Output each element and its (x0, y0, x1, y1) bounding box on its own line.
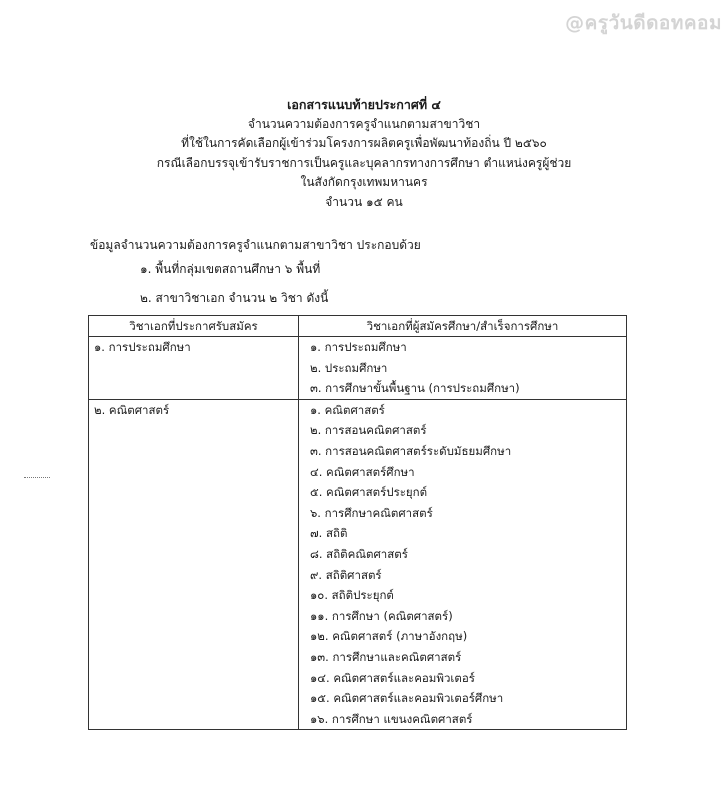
field-item: ๑๓. การศึกษาและคณิตศาสตร์ (310, 649, 462, 664)
margin-mark (24, 477, 50, 478)
list-item: ๑. พื้นที่กลุ่มเขตสถานศึกษา ๖ พื้นที่ (140, 262, 321, 276)
header-line: จำนวน ๑๕ คน (325, 194, 403, 209)
major-cell (89, 399, 299, 730)
table-row (89, 337, 627, 400)
field-item: ๖. การศึกษาคณิตศาสตร์ (310, 505, 433, 520)
major-name: ๑. การประถมศึกษา (94, 340, 191, 354)
header-line: จำนวนความต้องการครูจำแนกตามสาขาวิชา (247, 116, 481, 131)
fields-cell (299, 337, 627, 400)
field-item: ๑๕. คณิตศาสตร์และคอมพิวเตอร์ศึกษา (310, 691, 504, 706)
field-item: ๘. สถิติคณิตศาสตร์ (310, 546, 408, 561)
table-header-row (89, 316, 627, 337)
field-item: ๑. คณิตศาสตร์ (310, 402, 385, 417)
table-row (89, 399, 627, 730)
list-item: ๒. สาขาวิชาเอก จำนวน ๒ วิชา ดังนี้ (140, 291, 329, 305)
field-item: ๑. การประถมศึกษา (310, 340, 407, 354)
header-line: กรณีเลือกบรรจุเข้ารับราชการเป็นครูและบุคลากรทางการศึกษา ตำแหน่งครูผู้ช่วย (156, 155, 572, 170)
field-item: ๓. การศึกษาขั้นพื้นฐาน (การประถมศึกษา) (310, 381, 520, 396)
header-line: ที่ใช้ในการคัดเลือกผู้เข้าร่วมโครงการผลิตครูเพื่อพัฒนาท้องถิ่น ปี ๒๕๖๐ (181, 136, 547, 150)
column-header: วิชาเอกที่ผู้สมัครศึกษา/สำเร็จการศึกษา (299, 316, 627, 337)
header-line: ในสังกัดกรุงเทพมหานคร (300, 175, 428, 189)
field-item: ๒. ประถมศึกษา (310, 360, 388, 375)
field-item: ๑๒. คณิตศาสตร์ (ภาษาอังกฤษ) (310, 629, 468, 644)
field-item: ๓. การสอนคณิตศาสตร์ระดับมัธยมศึกษา (310, 443, 512, 458)
field-item: ๔. คณิตศาสตร์ศึกษา (310, 464, 415, 479)
requirements-table (88, 315, 627, 730)
field-item: ๕. คณิตศาสตร์ประยุกต์ (310, 485, 428, 500)
field-item: ๑๑. การศึกษา (คณิตศาสตร์) (310, 608, 453, 623)
major-name: ๒. คณิตศาสตร์ (94, 402, 170, 417)
field-item: ๑๖. การศึกษา แขนงคณิตศาสตร์ (310, 711, 473, 726)
column-header: วิชาเอกที่ประกาศรับสมัคร (89, 316, 299, 337)
watermark: @ครูวันดีดอทคอม (565, 12, 722, 34)
field-item: ๒. การสอนคณิตศาสตร์ (310, 423, 427, 438)
fields-cell (299, 399, 627, 730)
document-header (0, 95, 728, 212)
field-item: ๑๔. คณิตศาสตร์และคอมพิวเตอร์ (310, 670, 475, 685)
major-cell (89, 337, 299, 400)
intro-text: ข้อมูลจำนวนความต้องการครูจำแนกตามสาขาวิชา ประกอบด้วย (90, 238, 421, 252)
document-title: เอกสารแนบท้ายประกาศที่ ๔ (287, 97, 441, 112)
field-item: ๑๐. สถิติประยุกต์ (310, 588, 394, 603)
field-item: ๗. สถิติ (310, 526, 348, 541)
field-item: ๙. สถิติศาสตร์ (310, 567, 382, 582)
